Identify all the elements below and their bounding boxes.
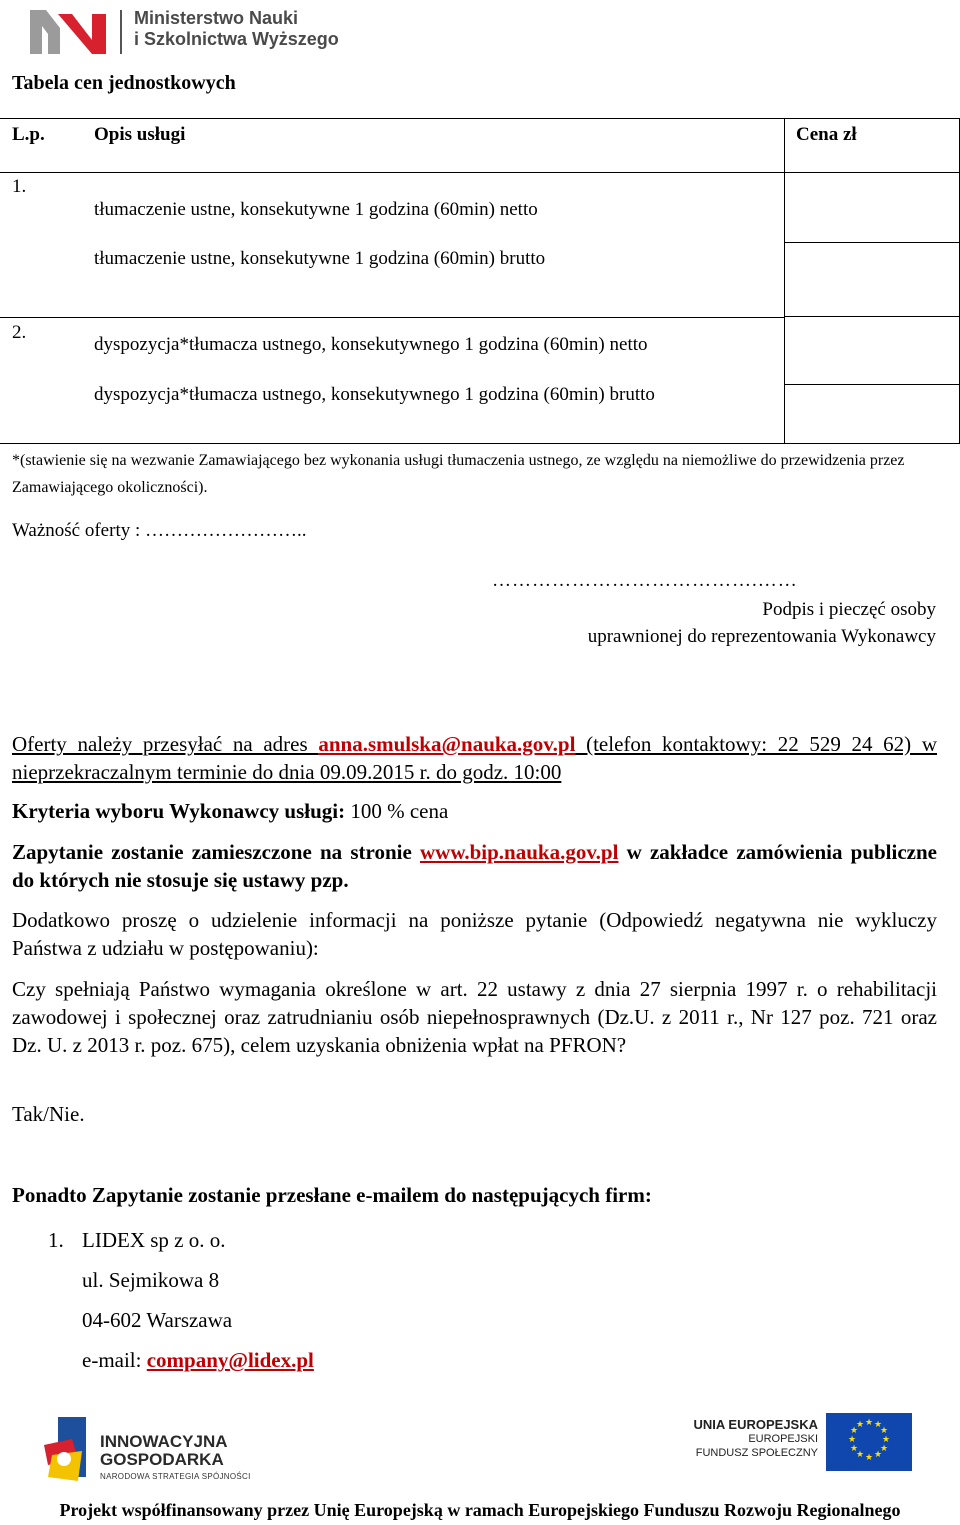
ministry-mark-icon <box>30 10 110 54</box>
offers-paragraph: Oferty należy przesyłać na adres anna.smulska@nauka.gov.pl (telefon kontaktowy: 22 529 24 62) w nieprzekraczalnym terminie do dnia 09.09.2015 r. do godz. 10:00 <box>12 732 938 784</box>
row-2-item-netto: dyspozycja*tłumacza ustnego, konsekutywnego 1 godzina (60min) netto <box>94 334 648 355</box>
eu-fund-label: UNIA EUROPEJSKA EUROPEJSKI FUNDUSZ SPOŁECZNY <box>693 1417 818 1459</box>
svg-text:★: ★ <box>849 1444 859 1454</box>
svg-text:★: ★ <box>847 1435 857 1445</box>
offer-validity: Ważność oferty : …………………….. <box>12 520 307 541</box>
svg-text:★: ★ <box>879 1426 889 1436</box>
ministry-logo <box>30 6 350 56</box>
bip-site-link[interactable]: www.bip.nauka.gov.pl <box>420 840 619 864</box>
eu-flag-icon <box>826 1413 912 1471</box>
firm-street: ul. Sejmikowa 8 <box>82 1268 220 1292</box>
row-2-item-brutto: dyspozycja*tłumacza ustnego, konsekutywnego 1 godzina (60min) brutto <box>94 384 655 405</box>
row-1-lp: 1. <box>12 176 27 197</box>
price-table <box>0 118 960 445</box>
publication-paragraph: Zapytanie zostanie zamieszczone na stronie www.bip.nauka.gov.pl w zakładce zamówienia publiczne do których nie stosuje się ustawy pzp. <box>12 840 937 892</box>
offers-email-link[interactable]: anna.smulska@nauka.gov.pl <box>318 732 576 756</box>
firm-email-link[interactable]: company@lidex.pl <box>146 1348 314 1372</box>
svg-text:★: ★ <box>873 1420 883 1430</box>
col-header-desc: Opis usługi <box>94 124 186 145</box>
innowacyjna-gospodarka-logo: INNOWACYJNA GOSPODARKA NARODOWA STRATEGIA SPÓJNOŚCI <box>38 1415 258 1485</box>
svg-text:★: ★ <box>864 1418 874 1428</box>
svg-text:★: ★ <box>881 1435 891 1445</box>
ig-mark-icon <box>38 1415 98 1485</box>
answer-text: Tak/Nie. <box>12 1102 85 1126</box>
signature-caption: Podpis i pieczęć osoby uprawnionej do reprezentowania Wykonawcy <box>587 599 936 647</box>
footer-cofinancing: Projekt współfinansowany przez Unię Europejską w ramach Europejskiego Funduszu Rozwoju Regionalnego <box>59 1500 901 1520</box>
firms-heading: Ponadto Zapytanie zostanie przesłane e-mailem do następujących firm: <box>12 1183 652 1207</box>
firm-city: 04-602 Warszawa <box>82 1308 233 1332</box>
svg-text:★: ★ <box>855 1420 865 1430</box>
firm-list-item: 1. LIDEX sp z o. o. ul. Sejmikowa 8 04-602 Warszawa e-mail: company@lidex.pl <box>48 1228 314 1372</box>
row-2-lp: 2. <box>12 322 27 343</box>
svg-text:★: ★ <box>879 1444 889 1454</box>
criteria-paragraph: Kryteria wyboru Wykonawcy usługi: 100 % cena <box>12 799 449 823</box>
svg-text:★: ★ <box>855 1450 865 1460</box>
row-1-item-netto: tłumaczenie ustne, konsekutywne 1 godzina (60min) netto <box>94 199 538 220</box>
col-header-lp: L.p. <box>12 124 45 145</box>
svg-text:★: ★ <box>849 1426 859 1436</box>
svg-text:★: ★ <box>864 1453 874 1463</box>
footnote: *(stawienie się na wezwanie Zamawiającego bez wykonania usługi tłumaczenia ustnego, ze względu na niemożliwe do przewidzenia przez Zamawiającego okoliczności). <box>12 452 905 496</box>
signature-dots: ………………………………….…… <box>492 570 798 591</box>
page-title: Tabela cen jednostkowych <box>12 72 236 94</box>
ministry-name: Ministerstwo Nauki i Szkolnictwa Wyższego <box>134 8 339 49</box>
col-header-price: Cena zł <box>796 124 857 145</box>
svg-text:★: ★ <box>873 1450 883 1460</box>
firm-name: LIDEX sp z o. o. <box>82 1228 226 1252</box>
question-paragraph: Czy spełniają Państwo wymagania określone w art. 22 ustawy z dnia 27 sierpnia 1997 r. o rehabilitacji zawodowej i społecznej oraz zatrudnianiu osób niepełnosprawnych (Dz.U. z 2011 r., Nr 127 poz. 721 oraz Dz. U. z 2013 r. poz. 675), celem uzyskania obniżenia wpłat na PFRON? <box>12 977 937 1057</box>
row-1-item-brutto: tłumaczenie ustne, konsekutywne 1 godzina (60min) brutto <box>94 248 546 269</box>
additional-paragraph: Dodatkowo proszę o udzielenie informacji na poniższe pytanie (Odpowiedź negatywna nie wykluczy Państwa z udziału w postępowaniu): <box>12 908 937 960</box>
